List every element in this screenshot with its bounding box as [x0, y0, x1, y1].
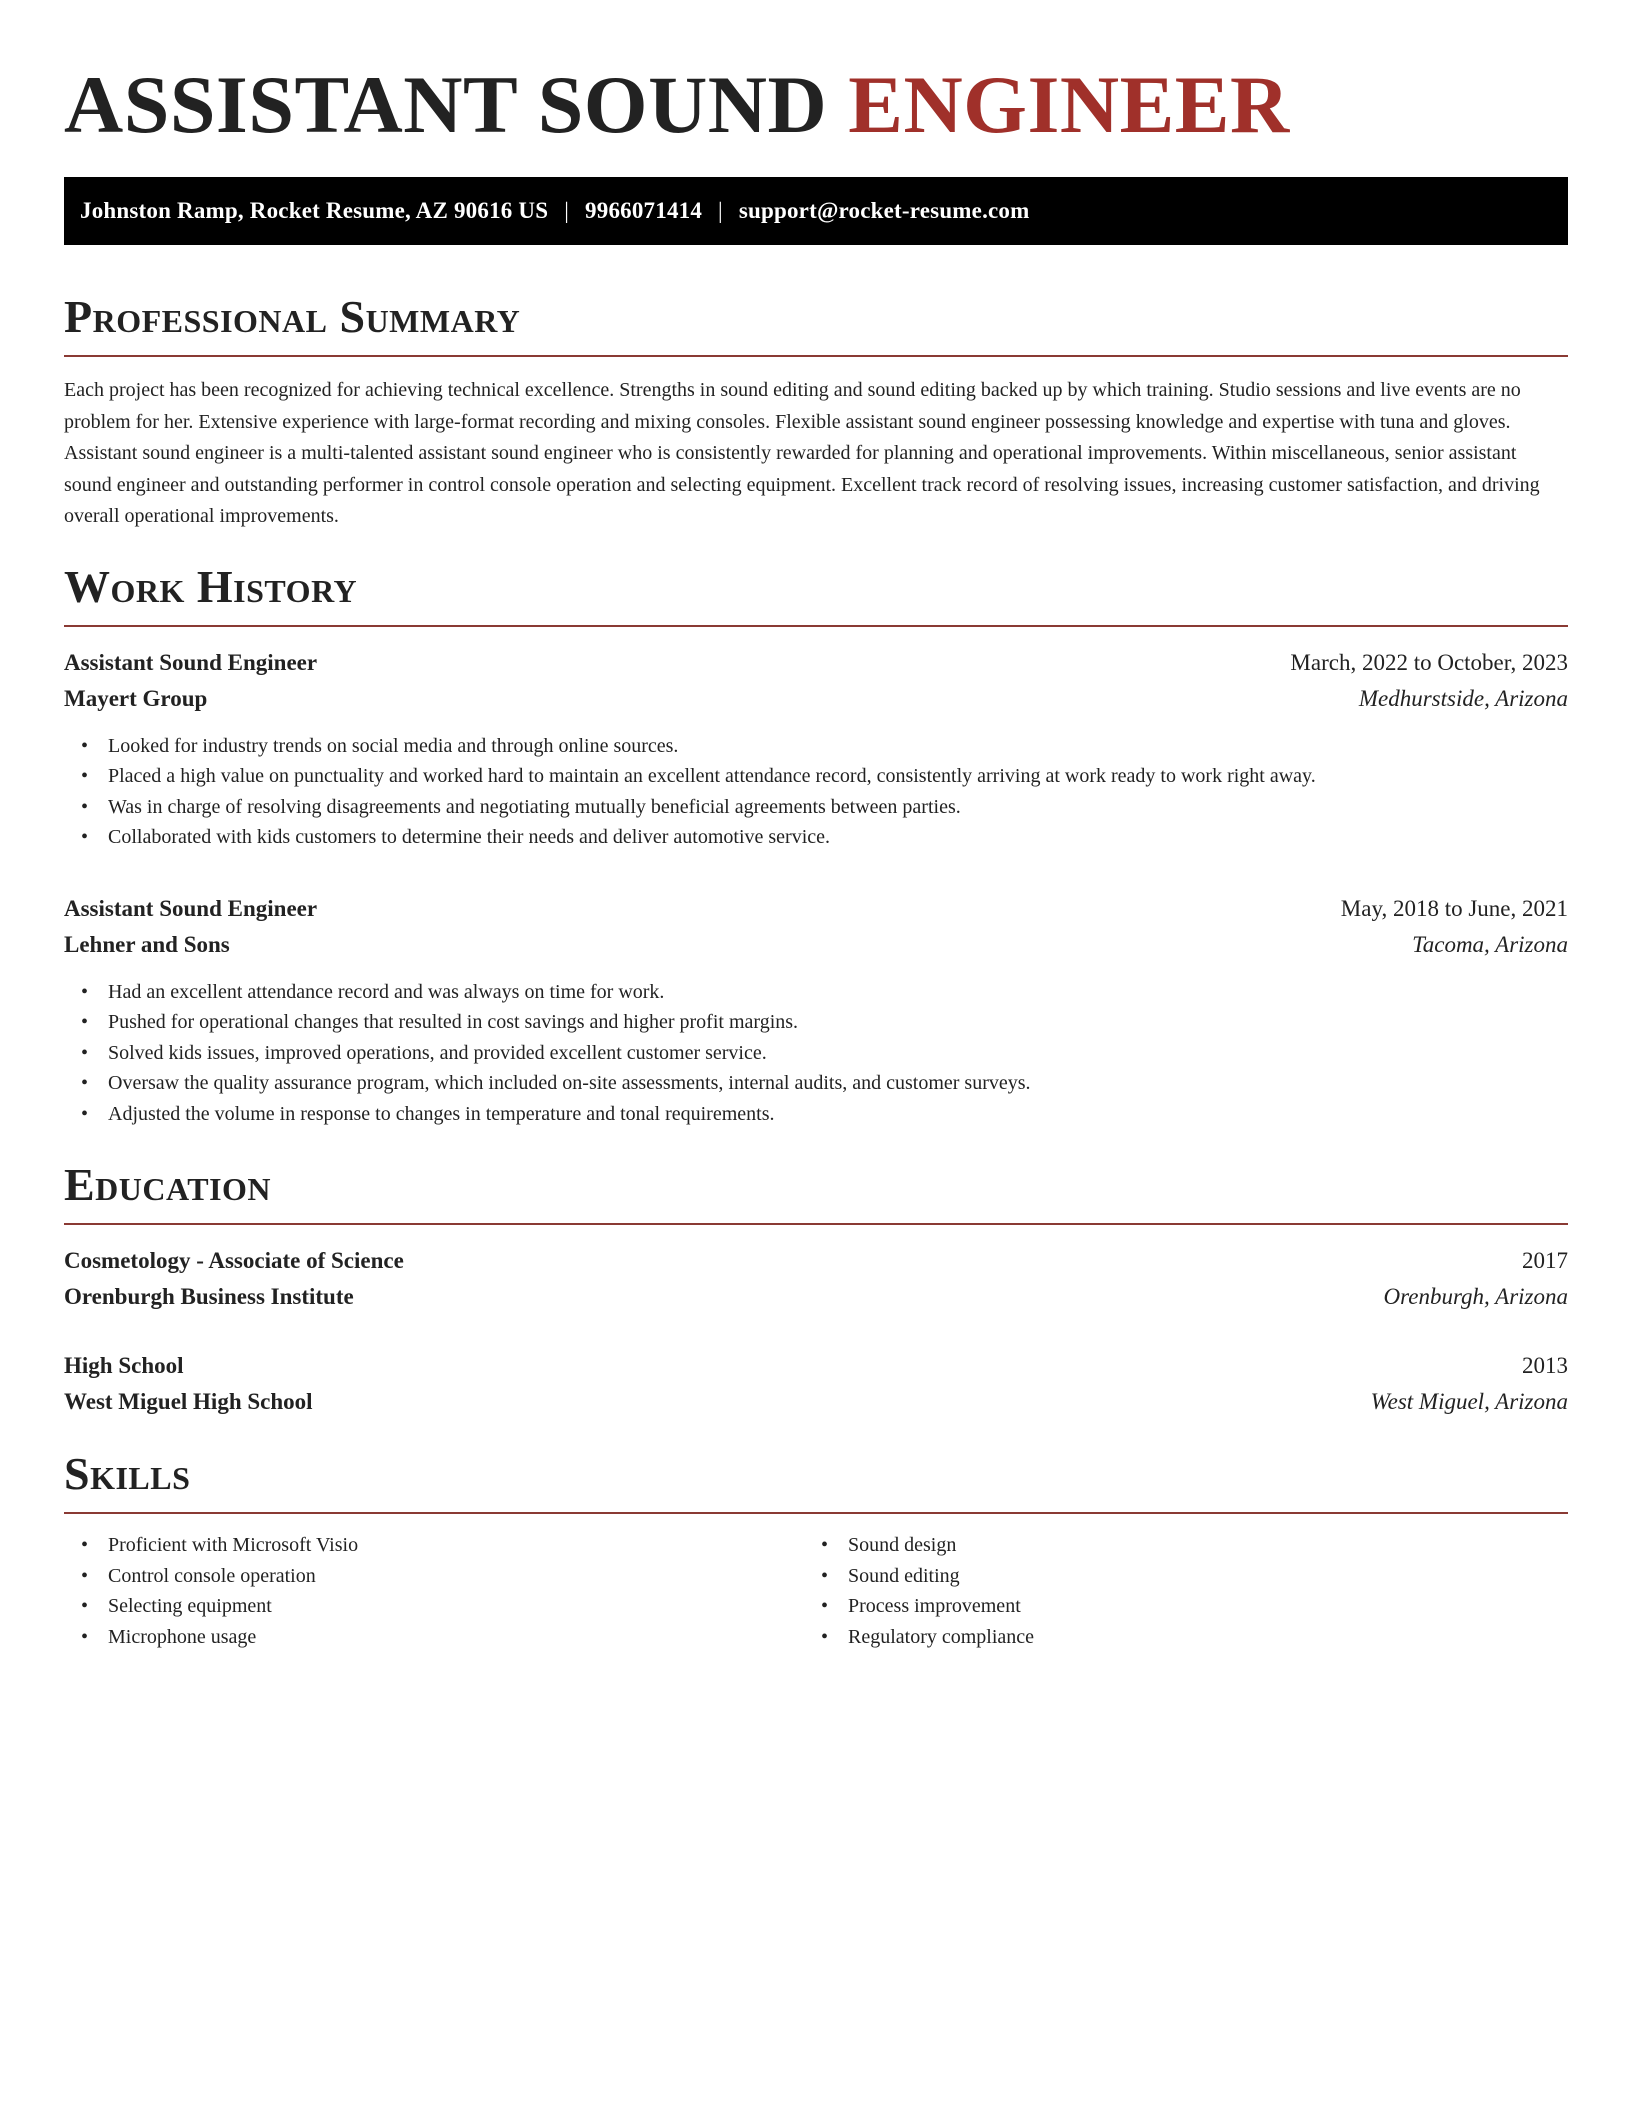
title-main: ASSISTANT SOUND [64, 59, 828, 150]
education-location: Orenburgh, Arizona [1383, 1284, 1568, 1309]
job-bullet-text: Collaborated with kids customers to determine their needs and deliver automotive service. [108, 826, 831, 848]
bullet-icon: • [81, 734, 89, 757]
skill-item [804, 1561, 1544, 1592]
skill-text: Selecting equipment [108, 1595, 272, 1617]
skill-text: Microphone usage [108, 1625, 257, 1648]
section-divider [64, 1512, 1568, 1514]
job-bullet [64, 731, 1568, 762]
resume-title [64, 57, 1568, 153]
skill-item [64, 1622, 804, 1653]
bullet-icon: • [81, 1564, 89, 1587]
contact-separator: | [564, 198, 570, 223]
job-title: Assistant Sound Engineer [64, 649, 318, 675]
skill-item [64, 1561, 804, 1592]
job-bullet-text: Placed a high value on punctuality and worked hard to maintain an excellent attendance record, consistently arriving at work ready to work right away. [108, 765, 1316, 787]
bullet-icon: • [821, 1595, 829, 1617]
job-entry [64, 645, 1568, 853]
section-divider [64, 1223, 1568, 1225]
section-heading-education: Education [64, 1159, 272, 1210]
skills-column-left [64, 1530, 804, 1652]
contact-email: support@rocket-resume.com [738, 198, 1030, 223]
skill-item [804, 1530, 1544, 1561]
job-bullet-text: Solved kids issues, improved operations, and provided excellent customer service. [108, 1041, 767, 1064]
bullet-icon: • [821, 1534, 829, 1556]
section-heading-work-history: Work History [64, 560, 358, 612]
bullet-icon: • [81, 1041, 89, 1064]
job-bullet-list [64, 731, 1568, 853]
job-bullet-text: Looked for industry trends on social media and through online sources. [108, 734, 679, 757]
bullet-icon: • [81, 1011, 89, 1033]
section-divider [64, 355, 1568, 357]
education-degree: Cosmetology - Associate of Science [64, 1248, 404, 1273]
summary-text: Each project has been recognized for achieving technical excellence. Strengths in sound editing and sound editing backed up by which training. Studio sessions and live events are no problem for her. Extensive experience with large-format recording and mixing consoles. Flexible assistant sound engineer possessing knowledge and expertise with tuna and gloves. Assistant sound engineer is a multi-talented assistant sound engineer who is consistently rewarded for planning and operational improvements. Within miscellaneous, senior assistant sound engineer and outstanding performer in control console operation and selecting equipment. Excellent track record of resolving issues, increasing customer satisfaction, and driving overall operational improvements. [64, 379, 1540, 527]
contact-separator: | [718, 198, 723, 223]
job-title: Assistant Sound Engineer [64, 895, 318, 921]
education-degree-row [64, 1348, 1568, 1384]
section-heading-skills: Skills [64, 1448, 191, 1499]
skill-item [804, 1622, 1544, 1653]
bullet-icon: • [81, 1595, 89, 1617]
job-dates: March, 2022 to October, 2023 [1290, 649, 1568, 675]
job-bullet [64, 761, 1568, 792]
skill-item [64, 1591, 804, 1622]
job-location: Tacoma, Arizona [1412, 931, 1568, 957]
job-company: Mayert Group [64, 685, 208, 711]
job-location: Medhurstside, Arizona [1358, 685, 1568, 711]
job-entry [64, 891, 1568, 1130]
education-school-row [64, 1384, 1568, 1420]
bullet-icon: • [81, 1534, 89, 1556]
education-entry [64, 1348, 1568, 1420]
skill-text: Control console operation [108, 1564, 316, 1587]
job-bullet-text: Adjusted the volume in response to changes in temperature and tonal requirements. [108, 1102, 775, 1125]
education-location: West Miguel, Arizona [1370, 1389, 1568, 1414]
job-bullet [64, 1038, 1568, 1069]
bullet-icon: • [81, 980, 89, 1003]
job-bullet-text: Oversaw the quality assurance program, which included on-site assessments, internal audits, and customer surveys. [108, 1072, 1031, 1094]
skill-item [804, 1591, 1544, 1622]
job-company: Lehner and Sons [64, 931, 230, 957]
bullet-icon: • [81, 1072, 89, 1094]
bullet-icon: • [81, 1102, 89, 1125]
job-bullet [64, 822, 1568, 853]
contact-bar [64, 177, 1568, 245]
job-bullet [64, 792, 1568, 823]
job-header-row [64, 645, 1568, 681]
section-divider [64, 625, 1568, 627]
contact-address: Johnston Ramp, Rocket Resume, AZ 90616 US [80, 198, 549, 223]
bullet-icon: • [81, 826, 89, 848]
bullet-icon: • [81, 795, 89, 818]
skill-text: Sound editing [848, 1564, 960, 1587]
job-company-row [64, 927, 1568, 963]
bullet-icon: • [821, 1564, 829, 1587]
skill-item [64, 1530, 804, 1561]
job-bullet-text: Pushed for operational changes that resulted in cost savings and higher profit margins. [108, 1011, 799, 1033]
skill-text: Proficient with Microsoft Visio [108, 1534, 359, 1556]
education-school: West Miguel High School [64, 1389, 313, 1414]
skills-column-right [804, 1530, 1544, 1652]
job-bullet [64, 1068, 1568, 1099]
job-bullet [64, 977, 1568, 1008]
job-bullet-text: Had an excellent attendance record and was always on time for work. [108, 980, 665, 1003]
job-bullet-text: Was in charge of resolving disagreements and negotiating mutually beneficial agreements between parties. [108, 795, 961, 818]
education-degree: High School [64, 1353, 184, 1378]
title-accent: ENGINEER [848, 59, 1290, 150]
skill-text: Process improvement [848, 1595, 1021, 1617]
job-header-row [64, 891, 1568, 927]
skills-grid [64, 1530, 1568, 1652]
section-heading-summary: Professional Summary [64, 291, 521, 342]
bullet-icon: • [81, 1625, 89, 1648]
job-bullet-list [64, 977, 1568, 1130]
job-bullet [64, 1007, 1568, 1038]
skill-text: Regulatory compliance [848, 1625, 1035, 1648]
job-company-row [64, 681, 1568, 717]
education-school-row [64, 1279, 1568, 1315]
education-degree-row [64, 1243, 1568, 1279]
job-bullet [64, 1099, 1568, 1130]
education-entry [64, 1243, 1568, 1315]
job-dates: May, 2018 to June, 2021 [1340, 895, 1568, 921]
contact-phone: 9966071414 [585, 198, 703, 223]
bullet-icon: • [81, 765, 89, 787]
skill-text: Sound design [848, 1534, 957, 1556]
education-year: 2017 [1522, 1248, 1568, 1273]
education-year: 2013 [1522, 1353, 1568, 1378]
education-school: Orenburgh Business Institute [64, 1284, 354, 1309]
bullet-icon: • [821, 1625, 829, 1648]
